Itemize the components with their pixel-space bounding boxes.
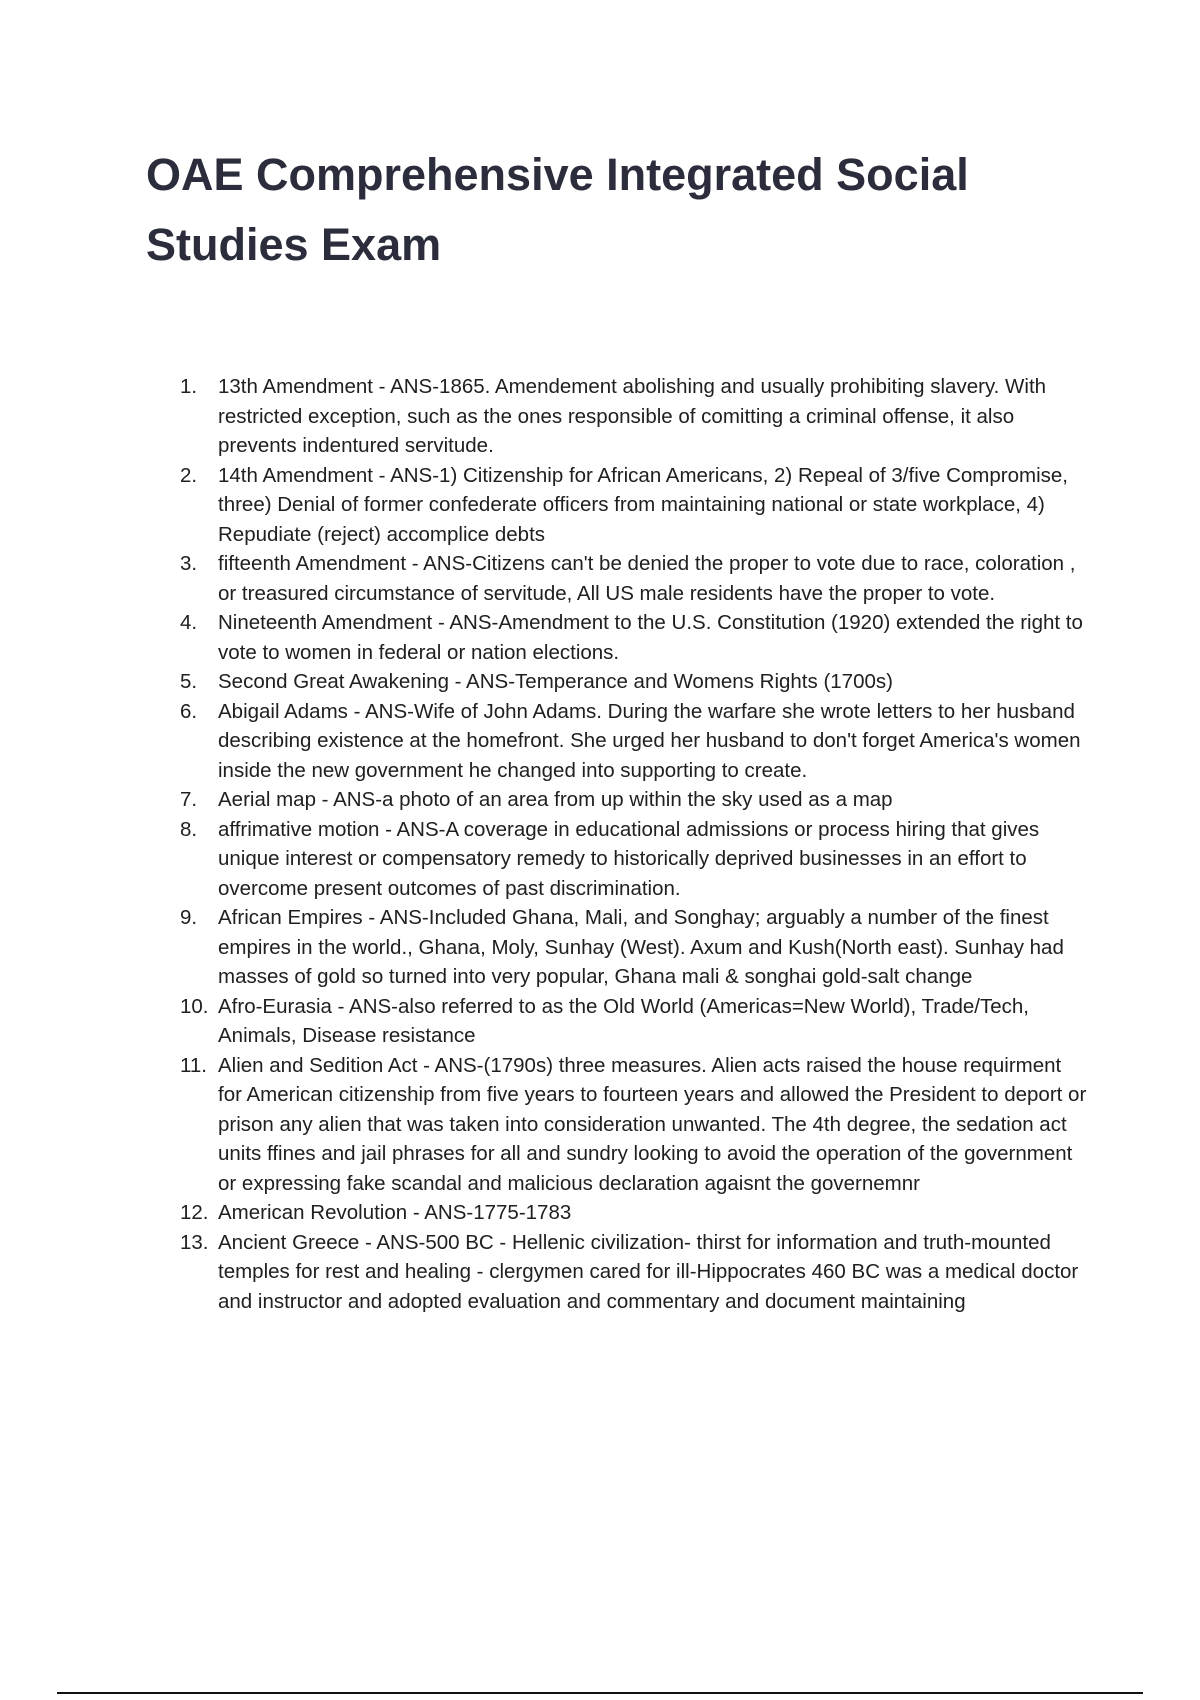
question-answer-list [0,372,1200,1316]
item-number: 10. [180,994,209,1018]
item-number: 8. [180,817,198,841]
item-text: Afro-Eurasia - ANS-also referred to as the Old World (Americas=New World), Trade/Tech, Animals, Disease resistance [218,994,1029,1047]
item-text: Aerial map - ANS-a photo of an area from up within the sky used as a map [218,788,893,811]
item-number: 7. [180,788,198,811]
item-number: 4. [180,611,198,634]
document-title: OAE Comprehensive Integrated Social Studies Exam [146,149,969,270]
item-text: Abigail Adams - ANS-Wife of John Adams. During the warfare she wrote letters to her husband describing existence at the homefront. She urged her husband to don't forget America's women inside the new government he changed into supporting to create. [218,699,1081,782]
list-item [0,608,1088,667]
item-text: fifteenth Amendment - ANS-Citizens can't be denied the proper to vote due to race, coloration , or treasured circumstance of servitude, All US male residents have the proper to vote. [218,552,1076,605]
item-text: affrimative motion - ANS-A coverage in educational admissions or process hiring that gives unique interest or compensatory remedy to historically deprived businesses in an effort to overcome present outcomes of past discrimination. [218,817,1040,900]
item-number: 11. [180,1053,207,1077]
item-number: 6. [180,699,198,723]
item-text: Nineteenth Amendment - ANS-Amendment to the U.S. Constitution (1920) extended the right to vote to women in federal or nation elections. [218,611,1083,664]
list-item [0,1198,1088,1228]
item-text: African Empires - ANS-Included Ghana, Mali, and Songhay; arguably a number of the finest empires in the world., Ghana, Moly, Sunhay (West). Axum and Kush(North east). Sunhay had masses of gold so turned into very popular, Ghana mali & songhai gold-salt change [218,906,1064,988]
list-item [0,1228,1088,1317]
item-text: Alien and Sedition Act - ANS-(1790s) three measures. Alien acts raised the house requirment for American citizenship from five years to fourteen years and allowed the President to deport or prison any alien that was taken into consideration unwanted. The 4th degree, the sedation act units ffines and jail phrases for all and sundry looking to avoid the operation of the government or expressing fake scandal and malicious declaration agaisnt the governemnr [218,1053,1087,1195]
list-item [0,1051,1088,1199]
list-item [0,667,1088,697]
list-item [0,549,1088,608]
item-text: 13th Amendment - ANS-1865. Amendement abolishing and usually prohibiting slavery. With restricted exception, such as the ones responsible of comitting a criminal offense, it also prevents indentured servitude. [218,375,1047,457]
page-footer-rule [57,1692,1143,1694]
item-text: American Revolution - ANS-1775-1783 [218,1201,572,1224]
list-item [0,697,1088,786]
item-number: 2. [180,463,198,487]
list-item [0,785,1088,815]
list-item [0,815,1088,904]
list-item [0,992,1088,1051]
list-item [0,372,1088,461]
item-number: 5. [180,670,198,693]
item-number: 13. [180,1230,209,1254]
item-number: 1. [180,375,198,398]
item-number: 12. [180,1201,209,1224]
item-number: 9. [180,906,198,929]
item-text: Ancient Greece - ANS-500 BC - Hellenic civilization- thirst for information and truth-mounted temples for rest and healing - clergymen cared for ill-Hippocrates 460 BC was a medical doctor and instructor and adopted evaluation and commentary and document maintaining [218,1230,1079,1313]
list-item [0,461,1088,550]
list-item [0,903,1088,992]
item-text: Second Great Awakening - ANS-Temperance and Womens Rights (1700s) [218,670,893,693]
item-text: 14th Amendment - ANS-1) Citizenship for African Americans, 2) Repeal of 3/five Compromise, three) Denial of former confederate officers from maintaining national or state workplace, 4) Repudiate (reject) accomplice debts [218,463,1068,546]
item-number: 3. [180,552,198,575]
